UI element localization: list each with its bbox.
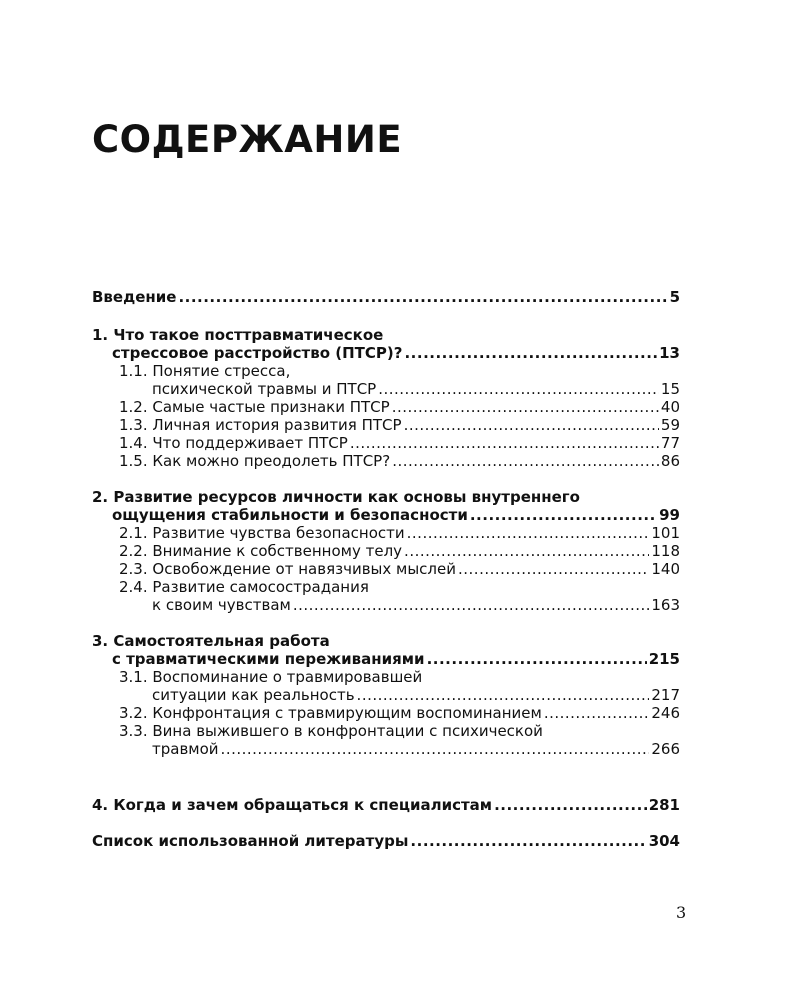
toc-section-1-1 (92, 380, 680, 398)
toc-entry-title: 3. Самостоятельная работа (92, 632, 330, 650)
toc-section-3-1 (92, 686, 680, 704)
toc-leader (410, 832, 646, 850)
toc-section-1-1-line1 (92, 362, 680, 380)
toc-entry-title: 1.5. Как можно преодолеть ПТСР? (119, 452, 391, 470)
toc-entry-title: стрессовое расстройство (ПТСР)? (112, 344, 403, 362)
toc-chapter-2-line1 (92, 488, 680, 506)
toc-entry-title: 1.4. Что поддерживает ПТСР (119, 434, 348, 452)
toc-entry-page: 217 (651, 686, 680, 704)
toc-section-2-3 (92, 560, 680, 578)
toc-section-1-3 (92, 416, 680, 434)
toc-section-2-4 (92, 596, 680, 614)
toc-leader (494, 796, 647, 814)
toc-section-2-1 (92, 524, 680, 542)
toc-entry-title: ощущения стабильности и безопасности (112, 506, 468, 524)
toc-section-3-3-line1 (92, 722, 680, 740)
toc-entry-title: 3.3. Вина выжившего в конфронтации с психической (119, 722, 543, 740)
toc-chapter-1-line1 (92, 326, 680, 344)
toc-entry-title: 2.2. Внимание к собственному телу (119, 542, 403, 560)
toc-entry-title: 1.2. Самые частые признаки ПТСР (119, 398, 390, 416)
toc-entry-page: 15 (660, 380, 680, 398)
toc-references (92, 832, 680, 850)
toc-section-3-3 (92, 740, 680, 758)
toc-entry-intro (92, 288, 680, 306)
toc-entry-title: травмой (152, 740, 219, 758)
toc-entry-page: 266 (651, 740, 680, 758)
page-title: СОДЕРЖАНИЕ (92, 118, 403, 161)
toc-entry-page: 99 (659, 506, 680, 524)
toc-leader (404, 344, 657, 362)
toc-entry-title: 1.1. Понятие стресса, (119, 362, 291, 380)
toc-entry-title: 4. Когда и зачем обращаться к специалистам (92, 796, 493, 814)
toc-leader (544, 704, 650, 722)
toc-leader (392, 398, 659, 416)
toc-leader (470, 506, 657, 524)
toc-leader (221, 740, 650, 758)
toc-leader (350, 434, 659, 452)
toc-leader (178, 288, 667, 306)
page-number: 3 (676, 903, 687, 922)
toc-entry-page: 163 (651, 596, 680, 614)
toc-leader (357, 686, 650, 704)
toc-entry-page: 304 (648, 832, 680, 850)
toc-chapter-1 (92, 344, 680, 362)
toc-entry-title: Список использованной литературы (92, 832, 409, 850)
toc-entry-title: психической травмы и ПТСР (152, 380, 377, 398)
toc-entry-title: 2. Развитие ресурсов личности как основы внутреннего (92, 488, 580, 506)
toc-section-2-4-line1 (92, 578, 680, 596)
toc-entry-page: 59 (660, 416, 680, 434)
toc-entry-page: 86 (660, 452, 680, 470)
toc-entry-page: 215 (648, 650, 680, 668)
toc-entry-page: 101 (651, 524, 680, 542)
toc-entry-page: 118 (651, 542, 680, 560)
toc-entry-page: 281 (648, 796, 680, 814)
toc-leader (407, 524, 650, 542)
table-of-contents (92, 288, 680, 850)
toc-chapter-3-line1 (92, 632, 680, 650)
toc-leader (293, 596, 650, 614)
toc-chapter-4 (92, 796, 680, 814)
toc-entry-title: 2.1. Развитие чувства безопасности (119, 524, 405, 542)
toc-entry-page: 246 (651, 704, 680, 722)
toc-leader (427, 650, 647, 668)
toc-entry-page: 5 (669, 288, 680, 306)
toc-leader (392, 452, 659, 470)
toc-entry-title: 2.4. Развитие самосострадания (119, 578, 369, 596)
toc-entry-title: 1. Что такое посттравматическое (92, 326, 384, 344)
toc-entry-page: 40 (660, 398, 680, 416)
toc-section-2-2 (92, 542, 680, 560)
toc-entry-page: 77 (660, 434, 680, 452)
toc-entry-title: Введение (92, 288, 177, 306)
toc-section-3-2 (92, 704, 680, 722)
toc-chapter-3 (92, 650, 680, 668)
toc-entry-page: 13 (659, 344, 680, 362)
toc-section-1-2 (92, 398, 680, 416)
toc-entry-title: 3.2. Конфронтация с травмирующим воспоминанием (119, 704, 542, 722)
toc-section-3-1-line1 (92, 668, 680, 686)
toc-entry-title: к своим чувствам (152, 596, 291, 614)
toc-entry-title: ситуации как реальность (152, 686, 355, 704)
toc-section-1-4 (92, 434, 680, 452)
toc-entry-title: 3.1. Воспоминание о травмировавшей (119, 668, 423, 686)
toc-leader (404, 542, 649, 560)
toc-entry-title: 1.3. Личная история развития ПТСР (119, 416, 402, 434)
toc-chapter-2 (92, 506, 680, 524)
toc-section-1-5 (92, 452, 680, 470)
toc-leader (378, 380, 659, 398)
toc-entry-title: с травматическими переживаниями (112, 650, 425, 668)
toc-entry-page: 140 (651, 560, 680, 578)
toc-leader (404, 416, 659, 434)
toc-entry-title: 2.3. Освобождение от навязчивых мыслей (119, 560, 456, 578)
toc-leader (458, 560, 649, 578)
